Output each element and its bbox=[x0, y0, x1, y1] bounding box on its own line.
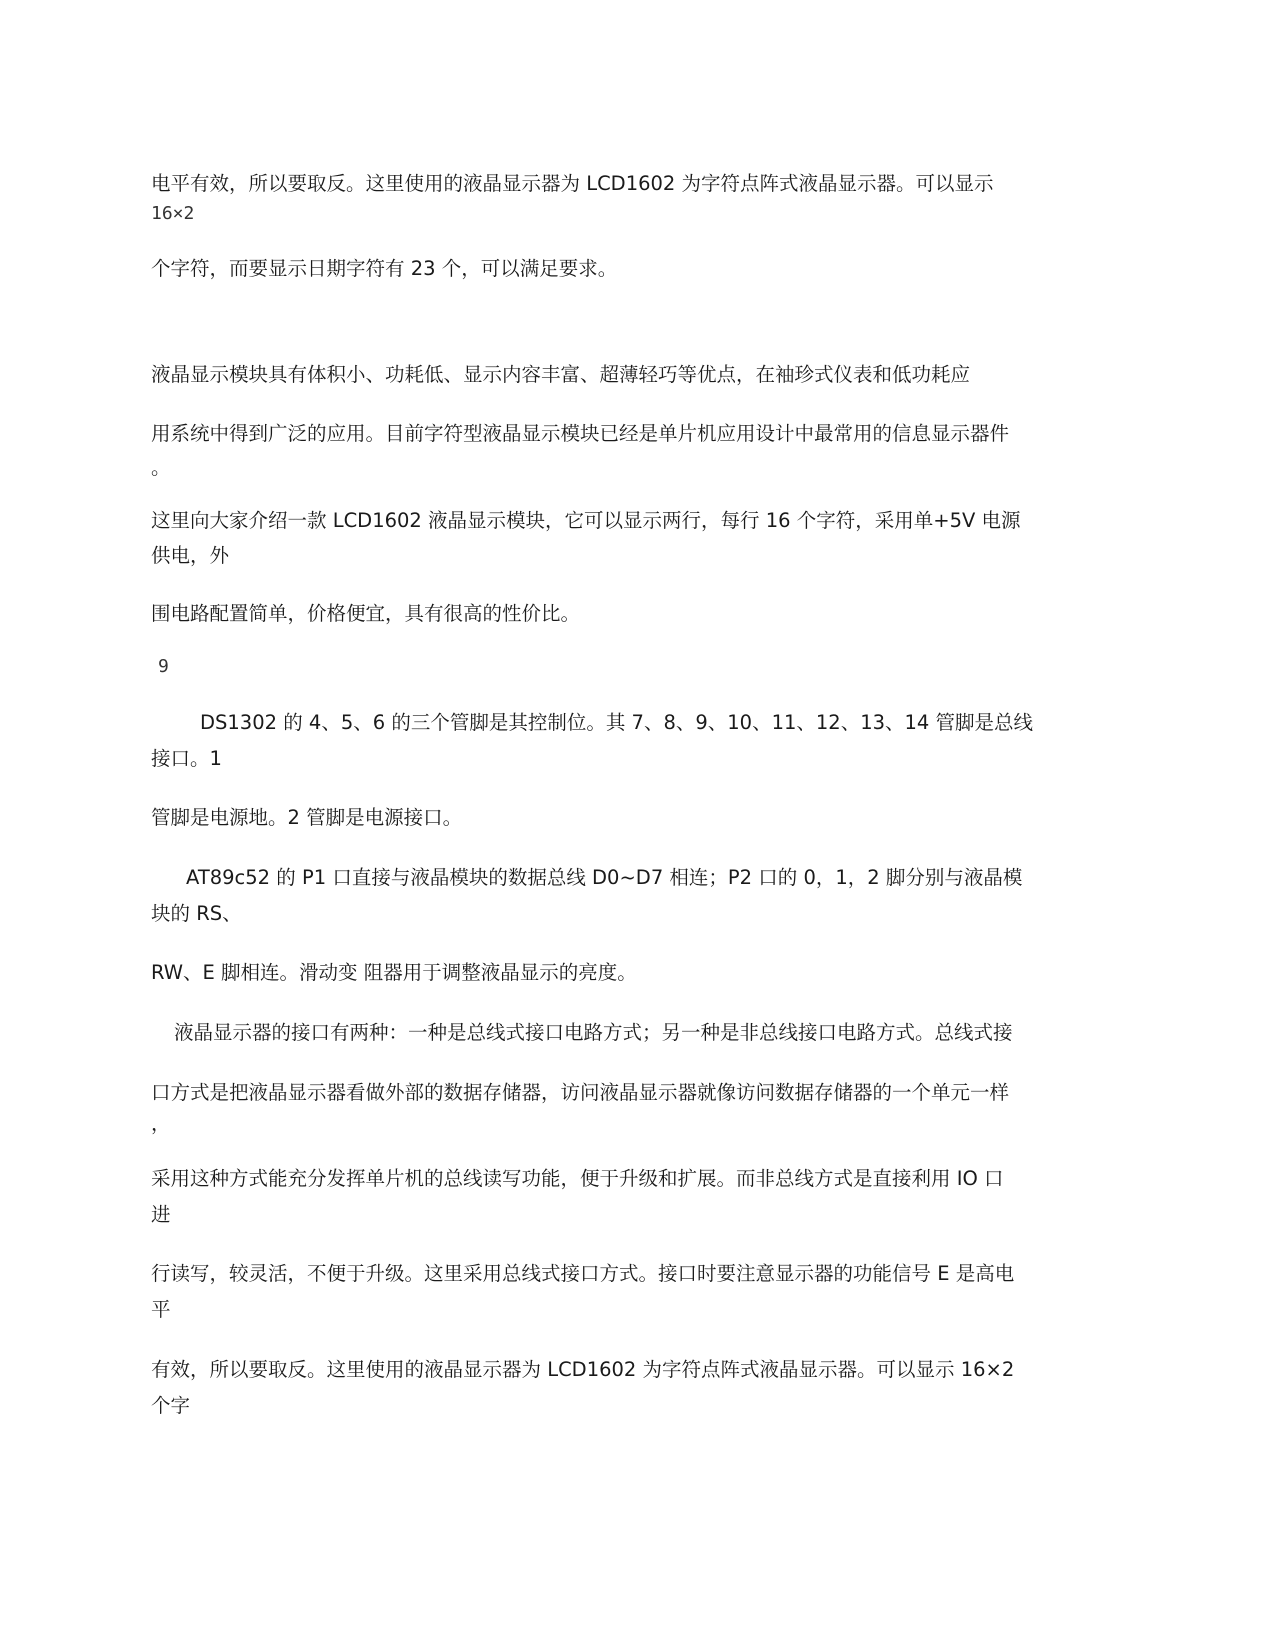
text-line: 管脚是电源地。2 管脚是电源接口。 bbox=[151, 806, 463, 829]
text-line: 围电路配置简单，价格便宜，具有很高的性价比。 bbox=[151, 602, 581, 625]
text-line: 口方式是把液晶显示器看做外部的数据存储器，访问液晶显示器就像访问数据存储器的一个单元一样 bbox=[151, 1081, 1010, 1104]
text-line: ， bbox=[151, 1112, 171, 1135]
text-line: 平 bbox=[151, 1298, 171, 1321]
text-line: 个字符，而要显示日期字符有 23 个，可以满足要求。 bbox=[151, 257, 618, 280]
text-line: 16×2 bbox=[151, 203, 195, 224]
text-line: 进 bbox=[151, 1203, 171, 1226]
text-line: 用系统中得到广泛的应用。目前字符型液晶显示模块已经是单片机应用设计中最常用的信息显示器件 bbox=[151, 422, 1010, 445]
text-line: AT89c52 的 P1 口直接与液晶模块的数据总线 D0~D7 相连；P2 口的 0，1，2 脚分别与液晶模 bbox=[186, 866, 1023, 889]
text-line: 个字 bbox=[151, 1394, 191, 1417]
text-line: 供电，外 bbox=[151, 544, 230, 567]
text-line: 行读写，较灵活，不便于升级。这里采用总线式接口方式。接口时要注意显示器的功能信号 E 是高电 bbox=[151, 1262, 1015, 1285]
text-line: 接口。1 bbox=[151, 747, 222, 770]
text-line: 采用这种方式能充分发挥单片机的总线读写功能，便于升级和扩展。而非总线方式是直接利用 IO 口 bbox=[151, 1167, 1004, 1190]
text-line: RW、E 脚相连。滑动变 阻器用于调整液晶显示的亮度。 bbox=[151, 961, 637, 984]
page-number: 9 bbox=[158, 656, 169, 677]
text-line: 块的 RS、 bbox=[151, 902, 242, 925]
text-line: 液晶显示模块具有体积小、功耗低、显示内容丰富、超薄轻巧等优点，在袖珍式仪表和低功耗应 bbox=[151, 363, 971, 386]
text-line: DS1302 的 4、5、6 的三个管脚是其控制位。其 7、8、9、10、11、12、13、14 管脚是总线 bbox=[200, 711, 1034, 734]
text-line: 这里向大家介绍一款 LCD1602 液晶显示模块，它可以显示两行，每行 16 个字符，采用单+5V 电源 bbox=[151, 509, 1021, 532]
text-line: 电平有效，所以要取反。这里使用的液晶显示器为 LCD1602 为字符点阵式液晶显示器。可以显示 bbox=[151, 172, 994, 195]
text-line: 有效，所以要取反。这里使用的液晶显示器为 LCD1602 为字符点阵式液晶显示器。可以显示 16×2 bbox=[151, 1358, 1015, 1381]
text-line: 液晶显示器的接口有两种：一种是总线式接口电路方式；另一种是非总线接口电路方式。总线式接 bbox=[174, 1021, 1013, 1044]
text-line: 。 bbox=[151, 456, 171, 479]
